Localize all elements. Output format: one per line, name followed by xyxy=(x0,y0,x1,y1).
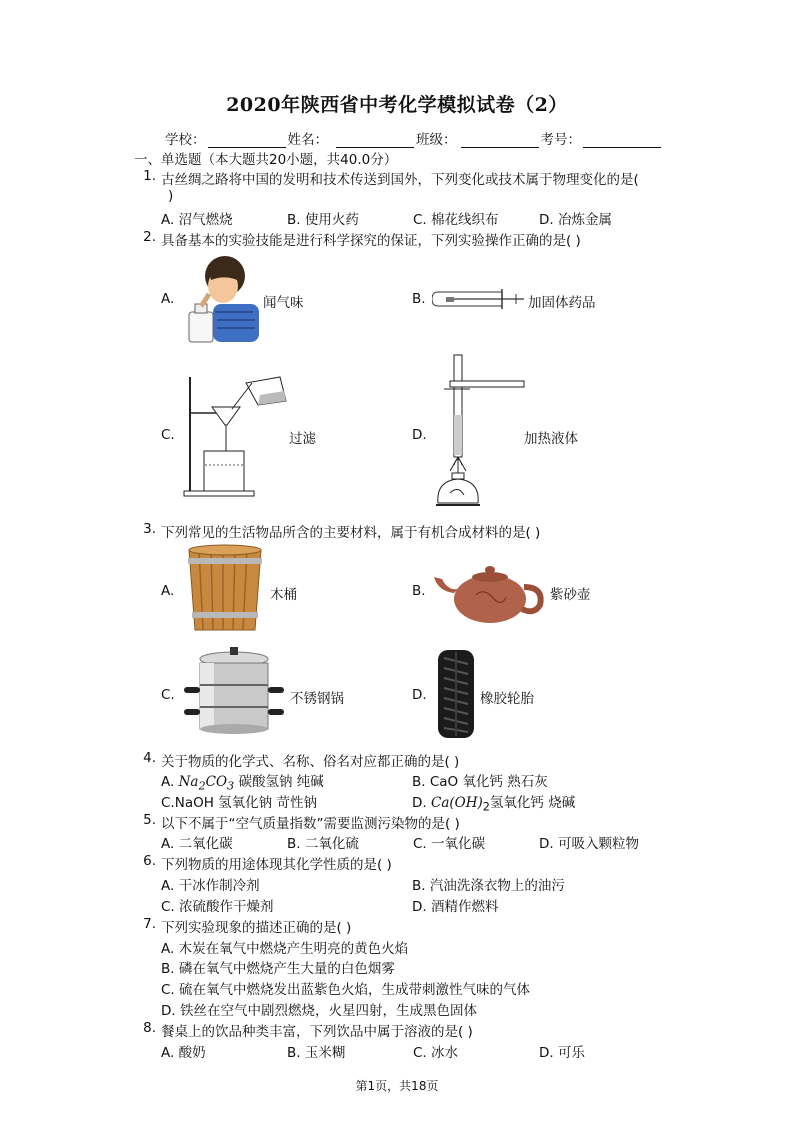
option-text: CaO 氧化钙 熟石灰 xyxy=(429,774,548,790)
option-c-letter[interactable]: C. xyxy=(161,687,175,703)
option-d[interactable]: D. $Ca(OH)_2$氢氧化钙 烧碱 xyxy=(412,795,576,814)
option-b-letter[interactable]: B. xyxy=(412,291,426,307)
option-d[interactable]: D. 铁丝在空气中剧烈燃烧，火星四射，生成黑色固体 xyxy=(161,1003,477,1019)
name-blank[interactable] xyxy=(336,133,414,148)
option-c-letter[interactable]: C. xyxy=(161,427,175,443)
option-d[interactable]: D. 可乐 xyxy=(539,1045,585,1061)
option-a[interactable]: A. 木炭在氧气中燃烧产生明亮的黄色火焰 xyxy=(161,941,409,957)
option-a-letter[interactable]: A. xyxy=(161,291,175,307)
option-a[interactable]: A. 二氧化碳 xyxy=(161,836,233,852)
filtration-apparatus-icon xyxy=(182,373,292,498)
option-letter: B. xyxy=(412,774,426,790)
option-a-label: 闻气味 xyxy=(263,295,304,311)
option-b[interactable]: B. 磷在氧气中燃烧产生大量的白色烟雾 xyxy=(161,961,395,977)
question-text: 下列物质的用途体现其化学性质的是( ) xyxy=(161,857,392,873)
option-c[interactable]: C. 浓硫酸作干燥剂 xyxy=(161,899,274,915)
teapot-icon xyxy=(432,557,548,627)
option-b[interactable]: B. 二氧化硫 xyxy=(287,836,359,852)
option-text: 氢氧化钙 烧碱 xyxy=(489,795,576,811)
page-title: 2020年陕西省中考化学模拟试卷（2） xyxy=(226,94,568,116)
question-text: 以下不属于“空气质量指数”需要监测污染物的是( ) xyxy=(161,816,460,832)
option-d[interactable]: D. 酒精作燃料 xyxy=(412,899,499,915)
option-b[interactable] xyxy=(412,770,548,790)
formula: Ca(OH) xyxy=(430,795,483,811)
option-c[interactable]: C. 一氧化碳 xyxy=(413,836,486,852)
question-text: 餐桌上的饮品种类丰富，下列饮品中属于溶液的是( ) xyxy=(161,1024,473,1040)
exam-no-blank[interactable] xyxy=(583,133,661,148)
option-c-label: 过滤 xyxy=(289,431,316,447)
test-tube-solid-icon xyxy=(432,288,526,310)
option-d-letter[interactable]: D. xyxy=(412,687,427,703)
option-c[interactable] xyxy=(161,791,317,811)
student-info-line xyxy=(165,128,663,148)
option-b-label: 紫砂壶 xyxy=(550,587,591,603)
smell-gas-icon xyxy=(183,254,261,344)
question-text: 古丝绸之路将中国的发明和技术传送到国外，下列变化或技术属于物理变化的是( xyxy=(161,172,639,188)
question-text: 具备基本的实验技能是进行科学探究的保证，下列实验操作正确的是( ) xyxy=(161,233,581,249)
page-footer: 第1页，共18页 xyxy=(355,1079,439,1093)
heating-liquid-icon xyxy=(430,353,526,513)
question-number: 5. xyxy=(143,812,156,828)
question-text: 下列常见的生活物品所含的主要材料，属于有机合成材料的是( ) xyxy=(161,525,541,541)
option-letter: C. xyxy=(161,795,175,811)
steamer-pot-icon xyxy=(180,645,288,737)
option-a-letter[interactable]: A. xyxy=(161,583,175,599)
option-d[interactable]: D. 可吸入颗粒物 xyxy=(539,836,639,852)
option-letter: A. xyxy=(161,774,175,790)
tire-icon xyxy=(436,648,476,740)
option-b-label: 加固体药品 xyxy=(528,295,596,311)
question-text-continued: ) xyxy=(168,188,174,204)
option-a[interactable]: A. 酸奶 xyxy=(161,1045,206,1061)
option-c-label: 不锈钢锅 xyxy=(290,691,344,707)
question-number: 7. xyxy=(143,916,156,932)
class-label: 班级： xyxy=(416,132,457,148)
option-d[interactable]: D. 冶炼金属 xyxy=(539,212,612,228)
option-text: 碳酸氢钠 纯碱 xyxy=(234,774,324,790)
wooden-bucket-icon xyxy=(183,542,267,634)
option-letter: D. xyxy=(412,795,427,811)
option-text: NaOH 氢氧化钠 苛性钠 xyxy=(174,795,317,811)
option-b[interactable]: B. 玉米糊 xyxy=(287,1045,346,1061)
question-number: 3. xyxy=(143,521,156,537)
school-blank[interactable] xyxy=(208,133,286,148)
question-number: 4. xyxy=(143,750,156,766)
option-a[interactable] xyxy=(161,770,324,793)
question-number: 6. xyxy=(143,853,156,869)
option-c[interactable]: C. 冰水 xyxy=(413,1045,459,1061)
option-a[interactable]: A. 沼气燃烧 xyxy=(161,212,233,228)
option-d-label: 加热液体 xyxy=(524,431,578,447)
question-text: 下列实验现象的描述正确的是( ) xyxy=(161,920,352,936)
option-c[interactable]: C. 棉花线织布 xyxy=(413,212,499,228)
option-d-label: 橡胶轮胎 xyxy=(480,691,534,707)
option-a-label: 木桶 xyxy=(270,587,297,603)
question-number: 1. xyxy=(143,168,156,184)
question-number: 8. xyxy=(143,1020,156,1036)
section-header: 一、单选题（本大题共20小题，共40.0分） xyxy=(134,152,398,168)
option-d-letter[interactable]: D. xyxy=(412,427,427,443)
option-b[interactable]: B. 汽油洗涤衣物上的油污 xyxy=(412,878,565,894)
class-blank[interactable] xyxy=(461,133,539,148)
option-b[interactable]: B. 使用火药 xyxy=(287,212,359,228)
formula: $Na_2CO_3$ xyxy=(178,774,235,793)
exam-no-label: 考号： xyxy=(540,132,581,148)
school-label: 学校： xyxy=(165,132,206,148)
question-number: 2. xyxy=(143,229,156,245)
option-b-letter[interactable]: B. xyxy=(412,583,426,599)
option-c[interactable]: C. 硫在氧气中燃烧发出蓝紫色火焰，生成带刺激性气味的气体 xyxy=(161,982,531,998)
option-a[interactable]: A. 干冰作制冷剂 xyxy=(161,878,260,894)
name-label: 姓名： xyxy=(287,132,328,148)
question-text: 关于物质的化学式、名称、俗名对应都正确的是( ) xyxy=(161,754,460,770)
